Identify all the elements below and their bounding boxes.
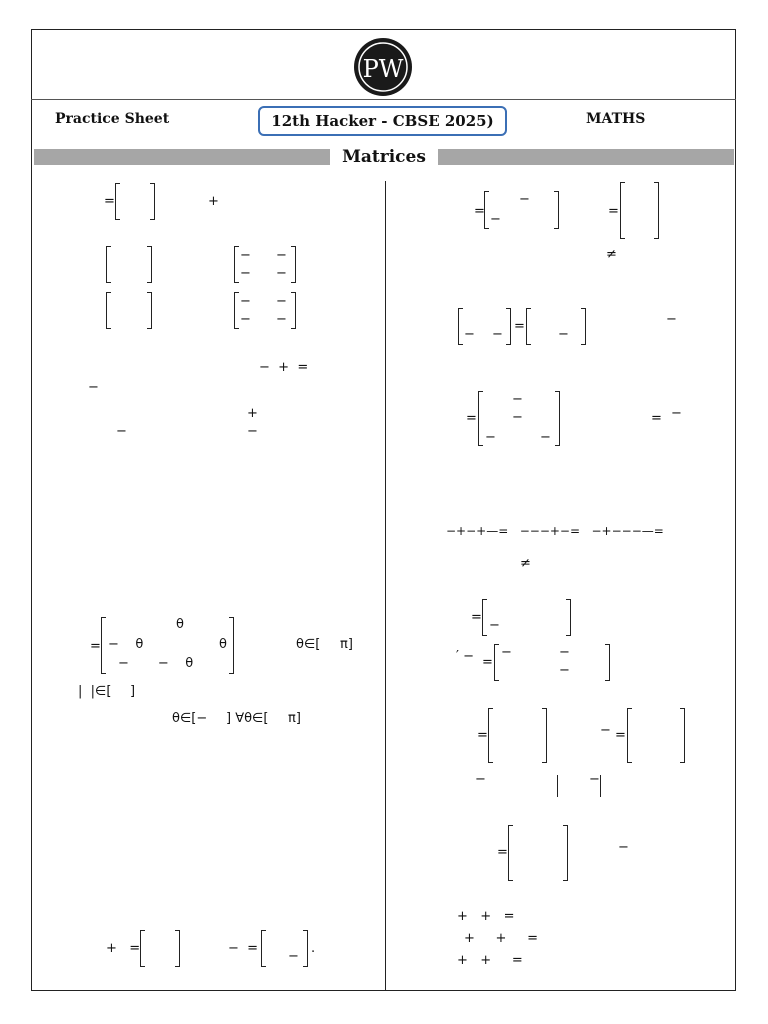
math-glyph: − — [276, 312, 287, 327]
bracket-left — [140, 930, 145, 967]
bracket-left — [526, 308, 531, 345]
bracket-right — [229, 617, 234, 674]
math-glyph: = — [514, 319, 525, 334]
section-band-left — [34, 149, 330, 165]
bracket-right — [147, 292, 152, 329]
math-glyph: π] — [340, 637, 353, 652]
math-glyph: − = — [228, 941, 259, 956]
math-glyph: π] — [288, 711, 301, 726]
bracket-left — [482, 599, 487, 636]
math-glyph: θ — [176, 617, 184, 632]
bracket-left — [458, 308, 463, 345]
math-glyph: ] ∀θ∈[ — [226, 711, 269, 726]
math-glyph: − — [519, 192, 530, 207]
bracket-left — [478, 391, 483, 446]
math-glyph: − — [240, 294, 251, 309]
bracket-right — [147, 246, 152, 283]
math-glyph: = — [466, 411, 477, 426]
math-glyph: = — [482, 655, 493, 670]
math-glyph: −+−+—= −−−+−= −+−−−—= — [446, 524, 664, 538]
math-glyph: − — [276, 266, 287, 281]
math-glyph: = — [474, 204, 485, 219]
section-title: Matrices — [330, 147, 438, 167]
bracket-right — [555, 391, 560, 446]
math-glyph: − — [288, 949, 299, 964]
bracket-right — [291, 246, 296, 283]
math-glyph: − — [512, 410, 523, 425]
math-glyph: = — [471, 610, 482, 625]
math-glyph: θ∈[ — [296, 637, 321, 652]
math-glyph: − — [88, 380, 99, 395]
math-glyph: − — [600, 723, 611, 738]
bracket-left — [508, 825, 513, 881]
math-glyph: = — [104, 194, 115, 209]
math-glyph: + + = — [457, 909, 515, 924]
math-glyph: − — [512, 392, 523, 407]
bracket-left — [620, 182, 625, 239]
bracket-right — [291, 292, 296, 329]
practice-sheet-label: Practice Sheet — [55, 111, 170, 127]
math-glyph: − — [492, 327, 503, 342]
bracket-right — [605, 644, 610, 681]
math-glyph: ] — [130, 684, 136, 699]
vertical-bar — [557, 775, 558, 797]
math-glyph: + + = — [464, 931, 539, 946]
column-divider — [385, 181, 386, 991]
math-glyph: + — [208, 194, 219, 209]
bracket-left — [106, 246, 111, 283]
math-glyph: = — [651, 411, 662, 426]
math-glyph: = — [90, 639, 101, 654]
math-glyph: . — [311, 941, 316, 956]
bracket-left — [261, 930, 266, 967]
math-glyph: − — [276, 248, 287, 263]
bracket-left — [234, 292, 239, 329]
math-glyph: − — [501, 645, 512, 660]
math-glyph: − — [464, 327, 475, 342]
math-glyph: − — [540, 430, 551, 445]
vertical-bar — [600, 775, 601, 797]
math-glyph: = — [477, 728, 488, 743]
bracket-left — [484, 191, 489, 229]
bracket-left — [115, 183, 120, 220]
bracket-right — [566, 599, 571, 636]
math-glyph: + + = — [457, 953, 523, 968]
math-glyph: = — [497, 845, 508, 860]
math-glyph: − — [666, 312, 677, 327]
math-glyph: θ — [219, 637, 227, 652]
bracket-right — [303, 930, 308, 967]
bracket-right — [563, 825, 568, 881]
math-glyph: − — [247, 424, 258, 439]
math-glyph: − — [240, 312, 251, 327]
header-divider — [31, 99, 736, 100]
bracket-right — [554, 191, 559, 229]
sheet-title: 12th Hacker - CBSE 2025) — [258, 106, 507, 136]
math-glyph: − — [485, 430, 496, 445]
math-glyph: − — [489, 618, 500, 633]
math-glyph: + = — [106, 941, 141, 956]
bracket-left — [627, 708, 632, 763]
math-glyph: − — [475, 772, 486, 787]
math-glyph: − + = — [259, 360, 309, 375]
math-glyph: ≠ — [520, 556, 531, 571]
math-glyph: θ∈[− — [172, 711, 208, 726]
math-glyph: = — [615, 728, 626, 743]
math-glyph: − — [559, 645, 570, 660]
bracket-left — [106, 292, 111, 329]
bracket-left — [101, 617, 106, 674]
bracket-right — [542, 708, 547, 763]
math-glyph: − θ — [108, 637, 144, 652]
math-glyph: + — [247, 406, 258, 421]
math-glyph: − — [240, 248, 251, 263]
bracket-left — [488, 708, 493, 763]
bracket-left — [234, 246, 239, 283]
math-glyph: − — [558, 327, 569, 342]
math-glyph: ′ − — [456, 649, 474, 664]
math-glyph: − — [671, 406, 682, 421]
math-glyph: − — [490, 212, 501, 227]
math-glyph: − — [240, 266, 251, 281]
bracket-right — [680, 708, 685, 763]
math-glyph: − — [618, 840, 629, 855]
logo-letters: PW — [362, 55, 404, 83]
math-glyph: ≠ — [606, 247, 617, 262]
bracket-right — [175, 930, 180, 967]
section-band-right — [438, 149, 734, 165]
bracket-left — [494, 644, 499, 681]
pw-logo — [353, 37, 413, 97]
math-glyph: − − θ — [118, 656, 194, 671]
subject-label: MATHS — [586, 111, 646, 127]
bracket-right — [654, 182, 659, 239]
math-glyph: | |∈[ — [78, 684, 112, 699]
bracket-right — [506, 308, 511, 345]
math-glyph: − — [559, 663, 570, 678]
math-glyph: − — [116, 424, 127, 439]
bracket-right — [581, 308, 586, 345]
bracket-right — [150, 183, 155, 220]
math-glyph: = — [608, 204, 619, 219]
page-frame — [31, 29, 736, 991]
math-glyph: − — [276, 294, 287, 309]
math-glyph: − — [589, 772, 600, 787]
